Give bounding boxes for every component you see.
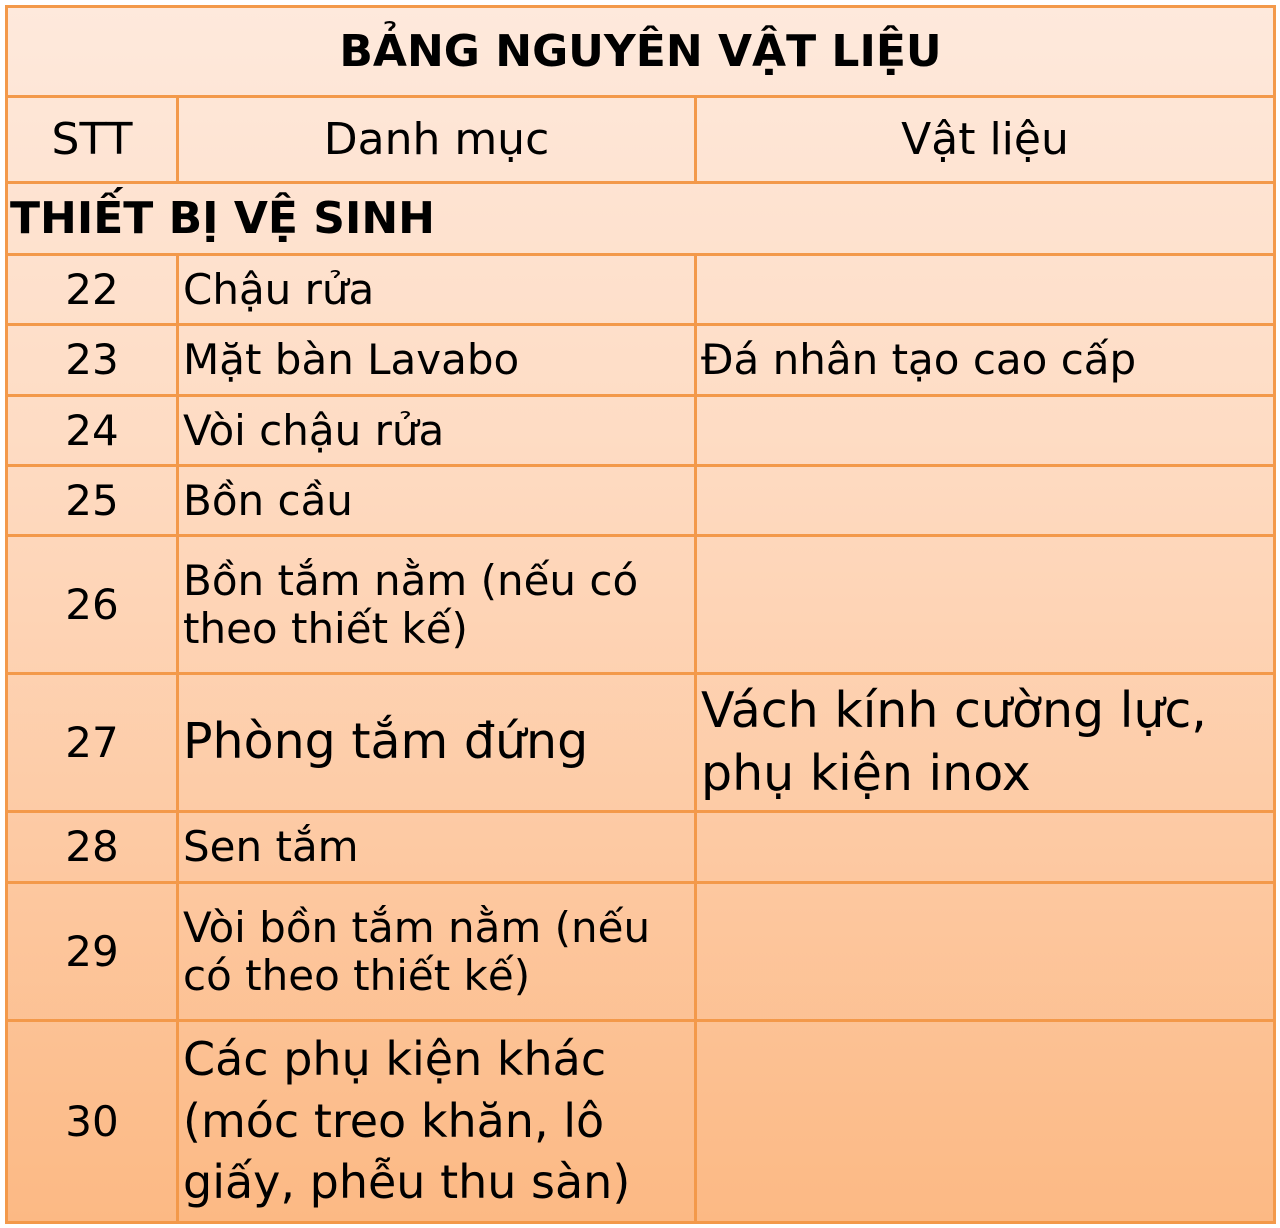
row-category: Vòi bồn tắm nằm (nếu có theo thiết kế) xyxy=(178,883,696,1021)
table-row xyxy=(7,812,1275,883)
row-material: Đá nhân tạo cao cấp xyxy=(696,325,1275,396)
row-material xyxy=(696,1021,1275,1223)
row-category: Mặt bàn Lavabo xyxy=(178,325,696,396)
row-stt: 22 xyxy=(7,255,178,325)
row-material xyxy=(696,255,1275,325)
table-row xyxy=(7,255,1275,325)
row-stt: 25 xyxy=(7,466,178,536)
row-category: Vòi chậu rửa xyxy=(178,396,696,466)
row-category: Sen tắm xyxy=(178,812,696,883)
row-material xyxy=(696,883,1275,1021)
header-material: Vật liệu xyxy=(696,97,1275,183)
table-row xyxy=(7,466,1275,536)
table-row xyxy=(7,883,1275,1021)
row-stt: 23 xyxy=(7,325,178,396)
row-material xyxy=(696,812,1275,883)
row-category: Các phụ kiện khác (móc treo khăn, lô giấy, phễu thu sàn) xyxy=(178,1021,696,1223)
table-row xyxy=(7,674,1275,812)
row-stt: 26 xyxy=(7,536,178,674)
table-title: BẢNG NGUYÊN VẬT LIỆU xyxy=(7,7,1275,97)
section-title: THIẾT BỊ VỆ SINH xyxy=(7,183,1275,255)
materials-table xyxy=(5,5,1276,1224)
row-category: Phòng tắm đứng xyxy=(178,674,696,812)
header-category: Danh mục xyxy=(178,97,696,183)
header-row xyxy=(7,97,1275,183)
section-row xyxy=(7,183,1275,255)
title-row xyxy=(7,7,1275,97)
table-row xyxy=(7,1021,1275,1223)
row-stt: 29 xyxy=(7,883,178,1021)
table-row xyxy=(7,536,1275,674)
row-category: Bồn cầu xyxy=(178,466,696,536)
row-material xyxy=(696,536,1275,674)
table-row xyxy=(7,396,1275,466)
row-stt: 27 xyxy=(7,674,178,812)
row-stt: 24 xyxy=(7,396,178,466)
row-category: Chậu rửa xyxy=(178,255,696,325)
row-stt: 28 xyxy=(7,812,178,883)
materials-table-sheet xyxy=(5,5,1273,1221)
row-stt: 30 xyxy=(7,1021,178,1223)
row-category: Bồn tắm nằm (nếu có theo thiết kế) xyxy=(178,536,696,674)
row-material xyxy=(696,466,1275,536)
header-stt: STT xyxy=(7,97,178,183)
row-material xyxy=(696,396,1275,466)
row-material: Vách kính cường lực, phụ kiện inox xyxy=(696,674,1275,812)
table-row xyxy=(7,325,1275,396)
